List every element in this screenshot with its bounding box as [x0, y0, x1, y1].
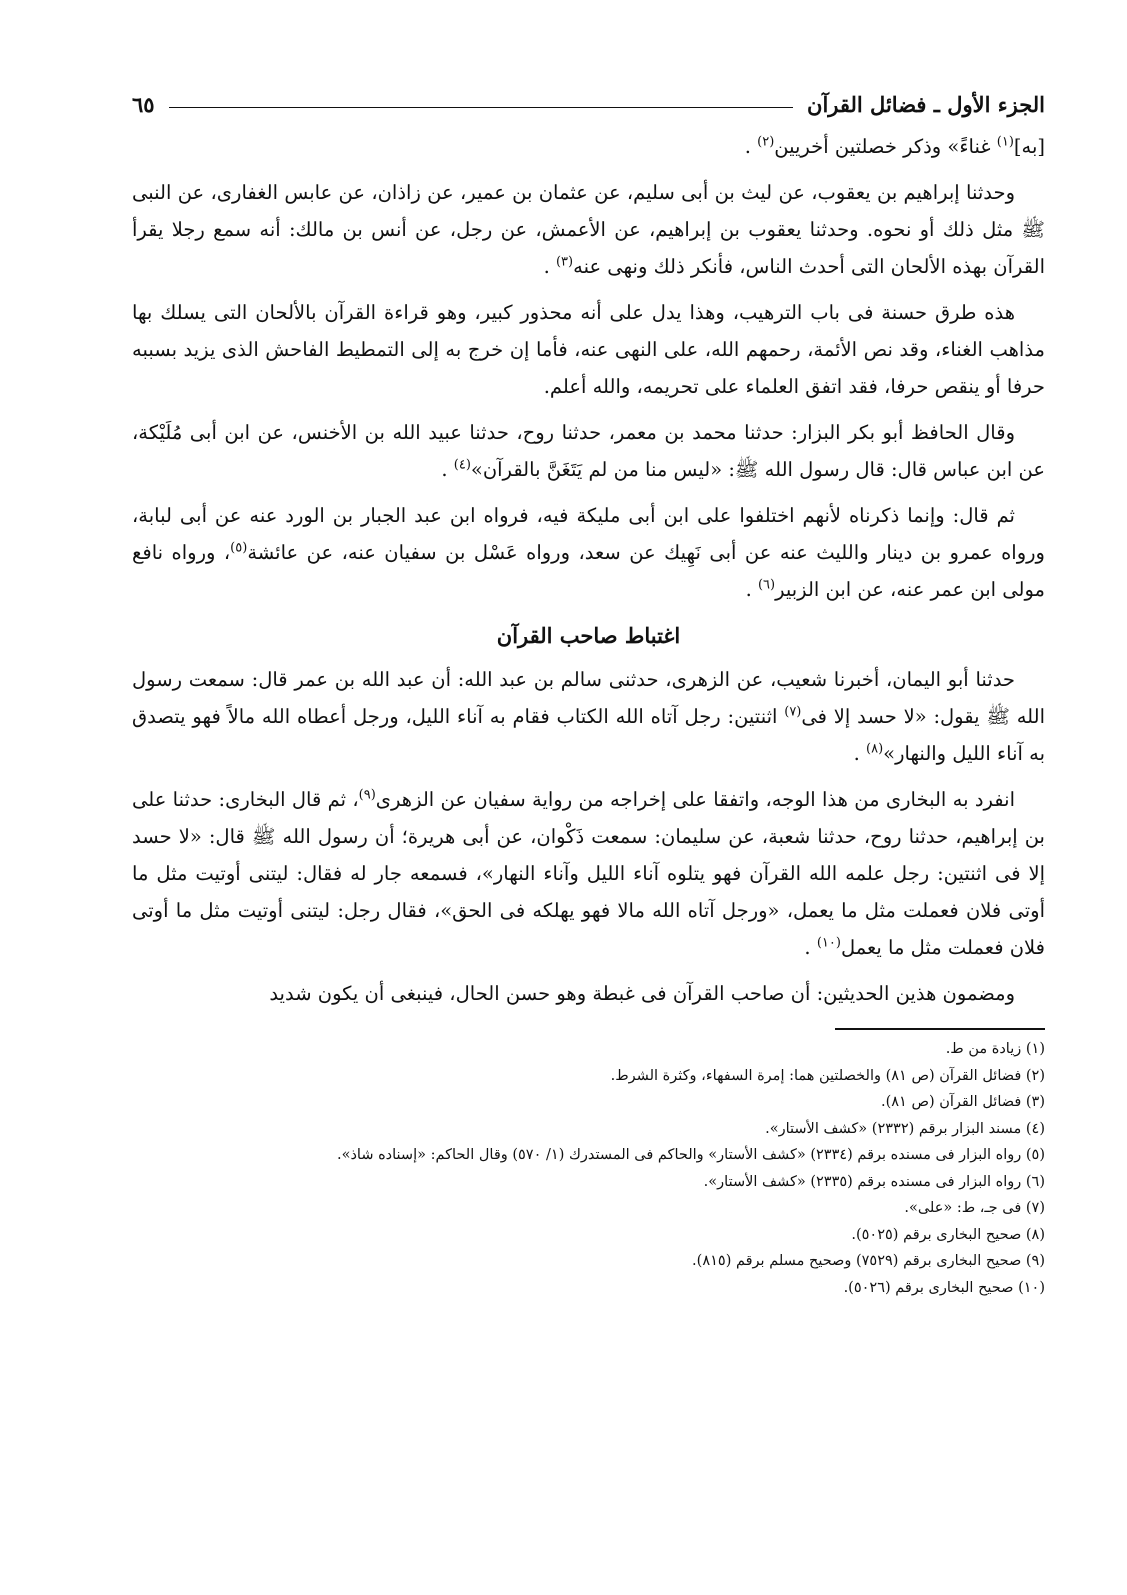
- footnote: (١٠) صحيح البخارى برقم (٥٠٢٦).: [843, 1279, 1045, 1296]
- footnote-reference: (١٠): [816, 935, 841, 951]
- page-number: ٦٥: [132, 91, 155, 117]
- paragraph-text: ومضمون هذين الحديثين: أن صاحب القرآن فى غبطة وهو حسن الحال، فينبغى أن يكون شديد: [269, 982, 1015, 1005]
- footnote: (١) زيادة من ط.: [945, 1041, 1045, 1057]
- footnote-reference: (٥): [230, 540, 248, 556]
- paragraph-text: وحدثنا إبراهيم بن يعقوب، عن ليث بن أبى سليم، عن عثمان بن عمير، عن زاذان، عن عابس الغفارى، عن النبى ﷺ مثل ذلك أو نحوه. وحدثنا يعقوب بن إبراهيم، عن الأعمش، عن رجل، عن أنس بن مالك: أنه سمع رجلا يقرأ القرآن بهذه الألحان التى أحدث الناس، فأنكر ذلك ونهى عنه: [132, 181, 1045, 278]
- header-rule: [169, 107, 793, 108]
- footnote-reference: (٩): [358, 787, 376, 803]
- paragraph-text: .: [804, 936, 817, 959]
- footnote: (٧) فى جـ، ط: «على».: [904, 1200, 1045, 1216]
- book-page: [132, 84, 1045, 1301]
- footnotes: [132, 1036, 1045, 1301]
- section-heading: اغتباط صاحب القرآن: [496, 623, 681, 648]
- paragraph-text: .: [853, 742, 867, 765]
- footnote-reference: (١): [996, 134, 1014, 150]
- footnote-reference: (٣): [555, 254, 574, 270]
- footnote: (٤) مسند البزار برقم (٢٣٣٢) «كشف الأستار».: [765, 1120, 1045, 1137]
- paragraph-text: .: [745, 578, 758, 601]
- footnote-separator: [835, 1028, 1045, 1030]
- paragraph-text: غناءً» وذكر خصلتين أخريين: [774, 135, 997, 158]
- paragraph-text: ثم قال: وإنما ذكرناه لأنهم اختلفوا على ابن أبى مليكة فيه، فرواه ابن عبد الجبار بن الورد عنه عن أبى لبابة، ورواه عمرو بن دينار والليث عنه عن أبى نَهِيك عن سعد، ورواه عَسْل بن سفيان عنه، عن عائشة: [132, 504, 1045, 564]
- paragraph-text: ، ثم قال البخارى: حدثنا على بن إبراهيم، حدثنا روح، حدثنا شعبة، عن سليمان: سمعت ذَكْوان، عن أبى هريرة؛ أن رسول الله ﷺ قال: «لا حسد إلا فى اثنتين: رجل علمه الله القرآن فهو يتلوه آناء الليل وآناء النهار»، فسمعه جار له فقال: ليتنى أوتيت مثل ما أوتى فلان فعملت مثل ما يعمل، «ورجل آتاه الله مالا فهو يهلكه فى الحق»، فقال رجل: ليتنى أوتيت مثل ما أوتى فلان فعملت مثل ما يعمل: [132, 788, 1045, 959]
- body-paragraph: [132, 975, 1045, 1012]
- body-paragraph: [132, 128, 1045, 165]
- footnote: (٥) رواه البزار فى مسنده برقم (٢٣٣٤) «كشف الأستار» والحاكم فى المستدرك (١/ ٥٧٠) وقال الحاكم: «إسناده شاذ».: [336, 1147, 1045, 1163]
- footnote-reference: (٤): [453, 457, 471, 473]
- footnote: (٨) صحيح البخارى برقم (٥٠٢٥).: [851, 1226, 1045, 1243]
- paragraph-text: وقال الحافظ أبو بكر البزار: حدثنا محمد بن معمر، حدثنا روح، حدثنا عبيد الله بن الأخنس، عن ابن أبى مُلَيْكة، عن ابن عباس قال: قال رسول الله ﷺ: «ليس منا من لم يَتَغَنَّ بالقرآن»: [132, 421, 1045, 481]
- paragraph-text: انفرد به البخارى من هذا الوجه، واتفقا على إخراجه من رواية سفيان عن الزهرى: [375, 788, 1015, 811]
- paragraph-text: اثنتين: رجل آتاه الله الكتاب فقام به آناء الليل، ورجل أعطاه الله مالاً فهو يتصدق به آناء الليل والنهار»: [132, 705, 1045, 765]
- body-text: [132, 128, 1045, 1012]
- header-section-title: الجزء الأول ـ فضائل القرآن: [807, 91, 1045, 117]
- footnote: (٦) رواه البزار فى مسنده برقم (٢٣٣٥) «كشف الأستار».: [703, 1173, 1045, 1190]
- body-paragraph: [132, 414, 1045, 488]
- footnote-reference: (٧): [784, 704, 802, 720]
- footnote-reference: (٨): [866, 741, 884, 757]
- body-paragraph: [132, 174, 1045, 285]
- paragraph-text: .: [543, 255, 556, 278]
- footnote: (٩) صحيح البخارى برقم (٧٥٢٩) وصحيح مسلم برقم (٨١٥).: [692, 1253, 1045, 1269]
- paragraph-text: ، ورواه نافع مولى ابن عمر عنه، عن ابن الزبير: [132, 541, 1045, 601]
- footnote-reference: (٦): [757, 577, 776, 593]
- paragraph-text: .: [441, 458, 454, 481]
- body-paragraph: [132, 781, 1045, 966]
- paragraph-text: حدثنا أبو اليمان، أخبرنا شعيب، عن الزهرى، حدثنى سالم بن عبد الله: أن عبد الله بن عمر قال: سمعت رسول الله ﷺ يقول: «لا حسد إلا فى: [132, 668, 1045, 728]
- paragraph-text: هذه طرق حسنة فى باب الترهيب، وهذا يدل على أنه محذور كبير، وهو قراءة القرآن بالألحان التى يسلك بها مذاهب الغناء، وقد نص الأئمة، رحمهم الله، على النهى عنه، فأما إن خرج به إلى التمطيط الفاحش الذى يزيد بسببه حرفا أو ينقص حرفا، فقد اتفق العلماء على تحريمه، والله أعلم.: [132, 301, 1045, 398]
- running-header: [132, 84, 1045, 124]
- body-paragraph: [132, 661, 1045, 772]
- body-paragraph: [132, 294, 1045, 405]
- paragraph-text: [به]: [1013, 135, 1045, 158]
- body-paragraph: [132, 497, 1045, 608]
- paragraph-text: .: [744, 135, 758, 158]
- footnote: (٢) فضائل القرآن (ص ٨١) والخصلتين هما: إمرة السفهاء، وكثرة الشرط.: [610, 1067, 1045, 1084]
- footnote: (٣) فضائل القرآن (ص ٨١).: [880, 1094, 1045, 1110]
- footnote-reference: (٢): [757, 134, 775, 150]
